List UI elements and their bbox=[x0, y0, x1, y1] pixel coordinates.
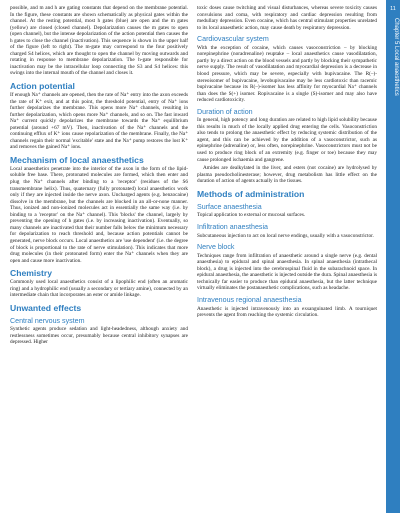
cns-paragraph: Synthetic agents produce sedation and light-headedness, although anxiety and restlessness sometimes occur, presumably because central inhibitory synapses are depressed. Higher bbox=[10, 326, 188, 346]
duration-subheading: Duration of action bbox=[197, 107, 253, 116]
metabolism-paragraph: Amides are dealkylated in the liver, and esters (not cocaine) are hydrolysed by plasma pseudocholinesterase; however, drug metabolism has little effect on the duration of action of agents actually in the tissues. bbox=[197, 165, 377, 185]
mechanism-heading: Mechanism of local anaesthetics bbox=[10, 154, 144, 165]
infiltration-subheading: Infiltration anaesthesia bbox=[197, 222, 268, 231]
iv-regional-paragraph: Anaesthetic is injected intravenously into an exsanguinated limb. A tourniquet prevents the agent from reaching the systemic circulation. bbox=[197, 305, 377, 319]
nerve-block-subheading: Nerve block bbox=[197, 243, 235, 252]
chapter-label: Chapter 5 Local anaesthetics bbox=[393, 18, 399, 96]
mechanism-paragraph: Local anaesthetics penetrate into the interior of the axon in the form of the lipid-soluble free base. There, protonated molecules are formed, which then enter and plug the Na⁺ channels after binding to a 'receptor' (residues of the S6 transmembrane helix). Thus, quaternary (fully protonated) local anaesthetics work only if they are injected inside the nerve axon. Uncharged agents (e.g. benzocaine) dissolve in the membrane, but the channels are blocked in an all-or-none manner. Thus, ionized and non-ionized molecules act in essentially the same way (i.e. by binding to a 'receptor' on the Na⁺ channel). This 'blocks' the channel, largely by preventing the opening of h gates (i.e. by increasing inactivation). Eventually, so many channels are inactivated that their number falls below the minimum necessary for depolarization to reach threshold and, because action potentials cannot be generated, nerve block occurs. Local anaesthetics are 'use dependent' (i.e. the degree of block is proportional to the rate of nerve stimulation). This indicates that more drug molecules (in their protonated form) enter the Na⁺ channels when they are open and cause more inactivation. bbox=[10, 165, 188, 264]
cardiovascular-paragraph: With the exception of cocaine, which causes vasoconstriction – by blocking norepinephrine (noradrenaline) reuptake – local anaesthetics cause vasodilatation, partly by a direct action on the blood vessels and partly by blocking their sympathetic nerve supply. The result of vasodilatation and myocardial depression is a decrease in blood pressure, which may be severe, especially with bupivacaine. The R(–)-stereoisomer of bupivacaine, levobupivacaine may be less cardiotoxic than racemic bupivacaine because its R(–)-isomer has less affinity for myocardial Na⁺ channels than does the S(+) isomer. Ropivacaine is a single (S)-isomer and may also have reduced cardiotoxicity. bbox=[197, 44, 377, 104]
action-potential-paragraph: If enough Na⁺ channels are opened, then the rate of Na⁺ entry into the axon exceeds the rate of K⁺ exit, and at this point, the threshold potential, entry of Na⁺ ions further depolarizes the membrane. This opens more Na⁺ channels, resulting in further depolarization, which opens more Na⁺ channels, and so on. The fast inward Na⁺ current quickly depolarizes the membrane towards the Na⁺ equilibrium potential (around +67 mV). Then, inactivation of the Na⁺ channels and the continuing efflux of K⁺ ions cause repolarization of the membrane. Finally, the Na⁺ channels regain their normal 'excitable' state and the Na⁺ pump restores the lost K⁺ and removes the gained Na⁺ ions. bbox=[10, 92, 188, 151]
cns-subheading: Central nervous system bbox=[10, 316, 85, 325]
infiltration-paragraph: Subcutaneous injection to act on local nerve endings, usually with a vasoconstrictor. bbox=[197, 232, 374, 239]
right-column bbox=[197, 5, 377, 321]
unwanted-effects-heading: Unwanted effects bbox=[10, 302, 82, 313]
nerve-block-paragraph: Techniques range from infiltration of anaesthetic around a single nerve (e.g. dental anaesthesia) to epidural and spinal anaesthesia. In spinal anaesthesia (intrathecal block), a drug is injected into the cerebrospinal fluid in the subarachnoid space. In epidural anaesthesia, the anaesthetic is injected outside the dura. Spinal anaesthesia is technically far easier to produce than epidural anaesthesia, but the latter technique virtually eliminates the postanaesthetic complications, such as headache. bbox=[197, 252, 377, 292]
left-column bbox=[10, 5, 188, 348]
surface-anaesthesia-subheading: Surface anaesthesia bbox=[197, 202, 262, 211]
duration-paragraph: In general, high potency and long duration are related to high lipid solubility because this results in much of the locally applied drug entering the cells. Vasoconstriction also tends to prolong the anaesthetic effect by reducing systemic distribution of the agent, and this can be achieved by the addition of a vasoconstrictor, such as epinephrine (adrenaline) or, less often, norepinephrine. Vasoconstrictors must not be used to produce ring block of an extremity (e.g. finger or toe) because they may cause prolonged ischaemia and gangrene. bbox=[197, 117, 377, 163]
surface-anaesthesia-paragraph: Topical application to external or mucosal surfaces. bbox=[197, 212, 306, 219]
action-potential-heading: Action potential bbox=[10, 81, 75, 92]
page-number: 11 bbox=[390, 6, 396, 12]
methods-heading: Methods of administration bbox=[197, 188, 305, 199]
iv-regional-subheading: Intravenous regional anaesthesia bbox=[197, 295, 302, 304]
intro-paragraph: possible, and m and h are gating constants that depend on the membrane potential. In the figure, these constants are shown schematically as physical gates within the channel. At the resting potential, most h gates (blue) are open and the m gates (yellow) are closed (closed channel). Depolarization causes the m gates to open (open channel), but the intense depolarization of the action potential then causes the h gates to close the channel (inactivation). This sequence is shown in the upper half of the figure (left to right). The m-gate may correspond to the four positively charged S4 helices, which are thought to open the channel by moving outwards and rotating in response to membrane depolarization. The h-gate responsible for inactivation may be the intracellular loop connecting the S3 and S4 helices: this swings into the internal mouth of the channel and closes it. bbox=[10, 5, 188, 77]
cardiovascular-subheading: Cardiovascular system bbox=[197, 35, 269, 44]
chemistry-paragraph: Commonly used local anaesthetics consist of a lipophilic end (often an aromatic ring) and a hydrophilic end (usually a secondary or tertiary amine), connected by an intermediate chain that incorporates an ester or amide linkage. bbox=[10, 279, 188, 299]
chemistry-heading: Chemistry bbox=[10, 268, 53, 279]
chapter-side-tab bbox=[386, 0, 400, 513]
toxicity-paragraph: toxic doses cause twitching and visual disturbances, whereas severe toxicity causes convulsions and coma, with respiratory and cardiac depression resulting from medullary depression. Even cocaine, which has central stimulant properties unrelated to its local anaesthetic action, may cause death by respiratory depression. bbox=[197, 5, 377, 31]
